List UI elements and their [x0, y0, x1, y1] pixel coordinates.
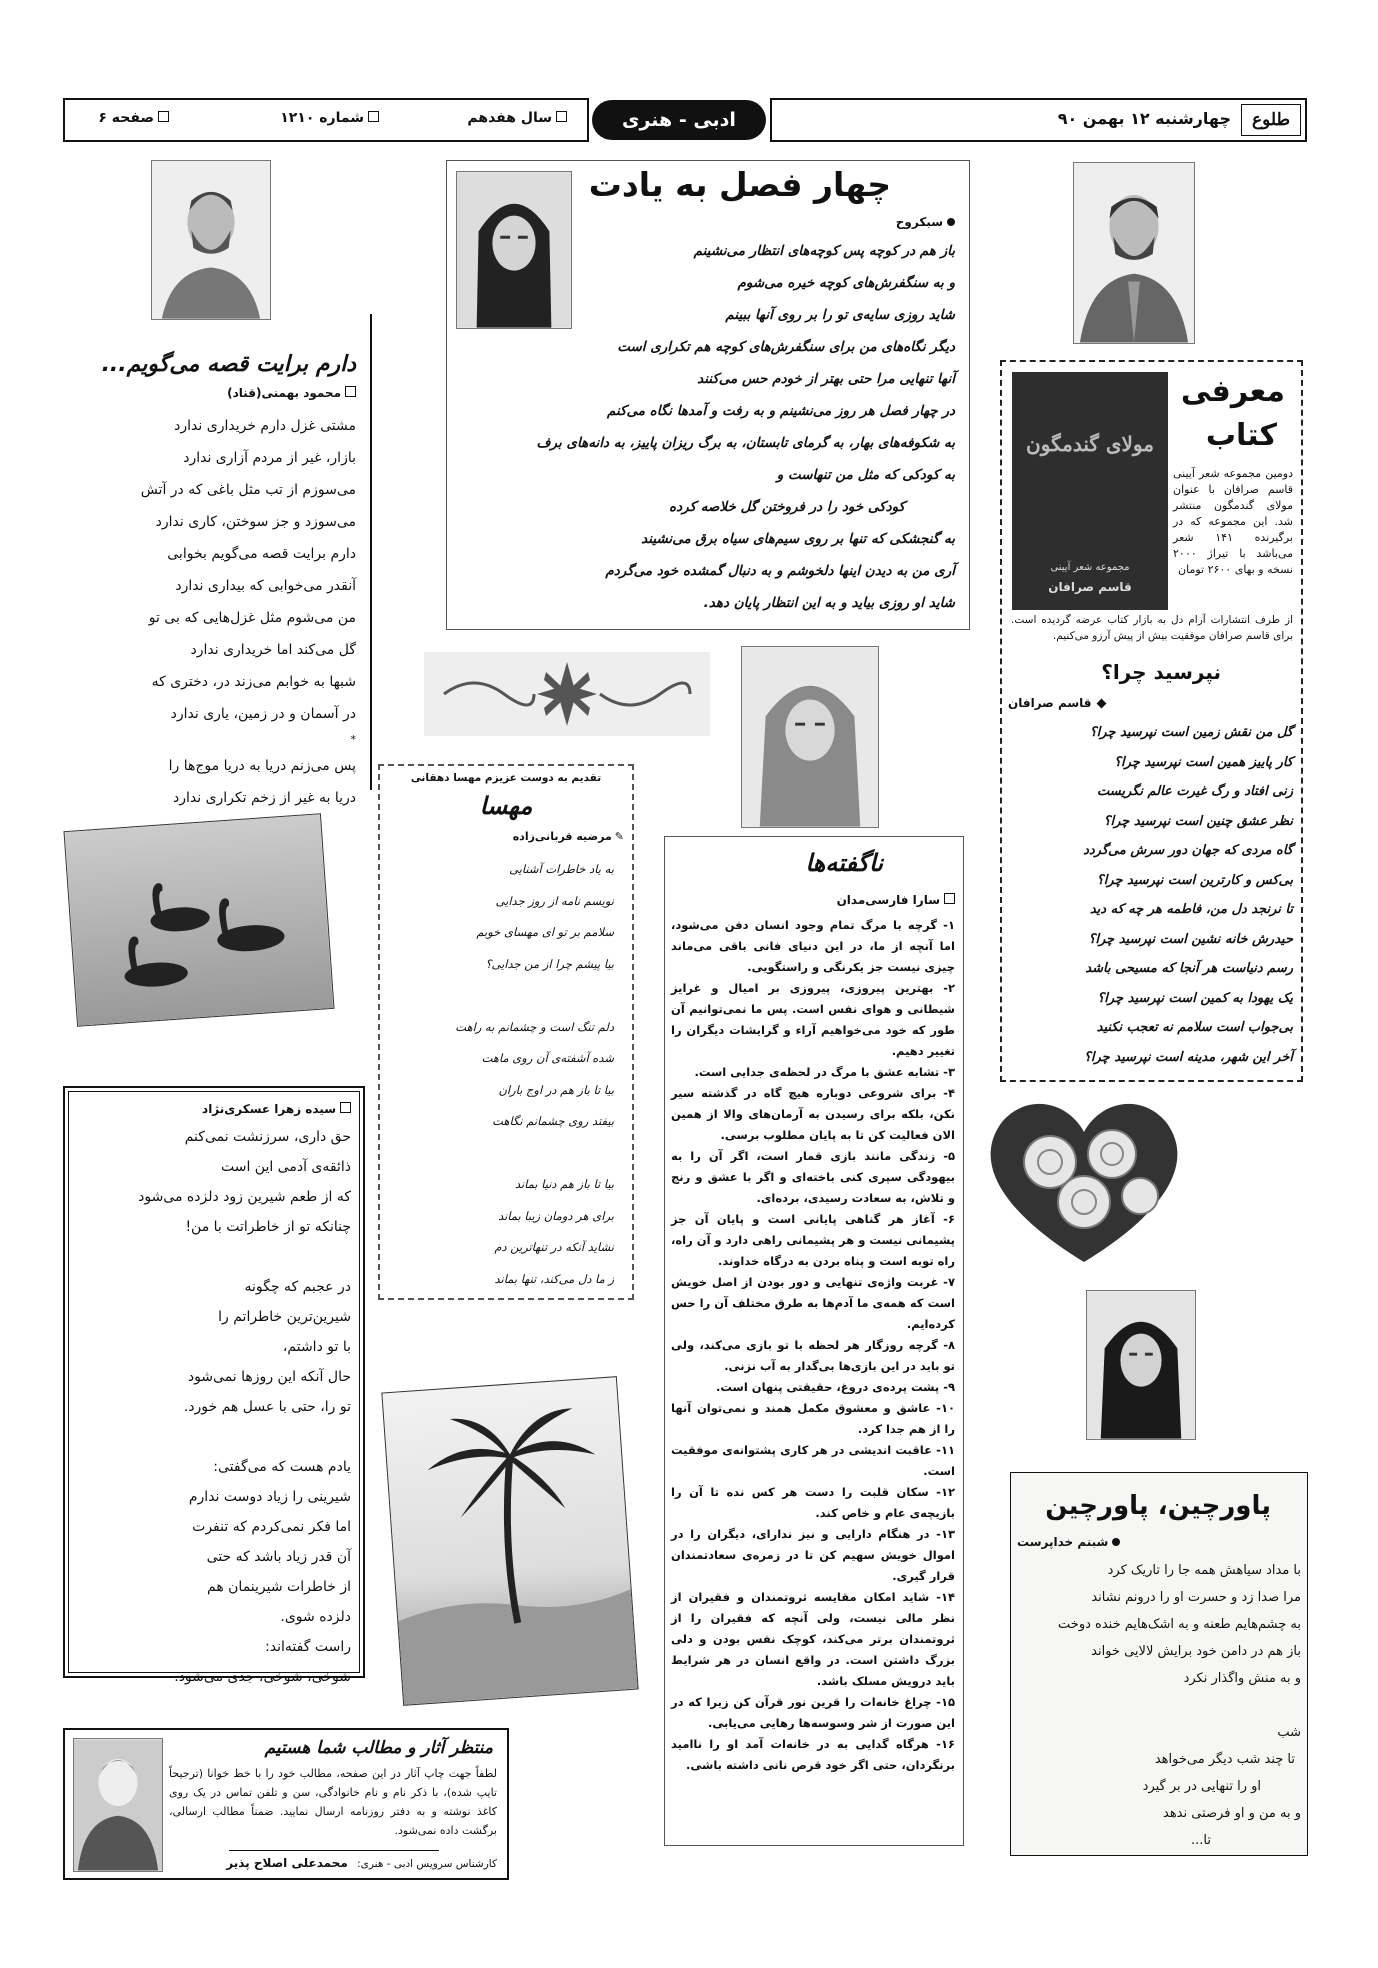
article-title: ناگفته‌ها	[805, 849, 883, 877]
poem-line: زنی افتاد و رگ غیرت عالم نگریست	[1097, 784, 1293, 799]
paragraph: ۱۳- در هنگام دارایی و نیز ندارای، دیگران را در اموال خویش سهیم کن تا در زمره‌ی سعادتمندان قرار گیری.	[671, 1527, 955, 1583]
article-body: لطفاً جهت چاپ آثار در این صفحه، مطالب خود را با خط خوانا (ترجیحاً تایپ شده)، با ذکر نام و نام خانوادگی، سن و تلفن تماس در یک روی کاغذ نوشته و به دفتر روزنامه ارسال نمایید. ضمناً مطالب ارسالی، برگشت داده نمی‌شود.	[169, 1767, 497, 1837]
section-title-2: کتاب	[1205, 418, 1277, 453]
paragraph: ۱۱- عاقبت اندیشی در هر کاری پشتوانه‌ی موفقیت است.	[671, 1443, 955, 1478]
author: سبکروح	[895, 215, 943, 229]
poem-line: می‌سوزد و جز سوختن، کاری ندارد	[155, 514, 356, 530]
paragraph: ۵- زندگی مانند بازی قمار است، اگر آن را به بیهودگی سپری کنی باخته‌ای و اگر با عشق و رنج و تلاش، به سعادت رسیدی، برده‌ای.	[671, 1149, 955, 1205]
poem-body	[394, 854, 614, 1295]
paragraph: ۱۲- سکان قلبت را دست هر کس نده تا آن را بازیچه‌ی عام و خاص کند.	[671, 1485, 955, 1520]
poem-line: دلم تنگ است و چشمانم به راهت	[455, 1019, 614, 1034]
poem-line: به یاد خاطرات آشنایی	[509, 862, 614, 876]
article-chahar-fasl	[446, 160, 970, 630]
book-cover-title: مولای گندمگون	[1026, 432, 1154, 456]
article-zahra	[63, 1086, 365, 1685]
floral-ornament-icon	[424, 652, 710, 736]
author: سیده زهرا عسکری‌نژاد	[202, 1102, 336, 1116]
poem-line: دریا به غیر از زخم تکراری ندارد	[172, 790, 356, 806]
poem-line: مرا صدا زد و حسرت او را درونم نشاند	[1091, 1590, 1301, 1605]
poem-body	[465, 235, 955, 619]
footer-label: کارشناس سرویس ادبی - هنری:	[357, 1858, 497, 1870]
byline	[837, 893, 955, 907]
poem-line: ز ما دل می‌کند، تنها بماند	[494, 1271, 614, 1286]
poem-line: آخر این شهر، مدینه است نپرسید چرا؟	[1084, 1049, 1293, 1065]
poem-line: مشتی غزل دارم خریداری ندارد	[174, 418, 356, 434]
article-title: دارم برایت قصه می‌گویم...	[101, 352, 356, 377]
diamond-bullet-icon	[1096, 699, 1106, 709]
author: قاسم صرافان	[1008, 696, 1092, 710]
header-issue-group	[280, 110, 379, 126]
poem-line: کودکی خود را در فروختن گل خلاصه کرده	[669, 499, 905, 515]
poem-title: مهسا	[479, 792, 533, 820]
article-montazer	[63, 1728, 509, 1880]
article-daram	[60, 314, 372, 806]
section-title-1: معرفی	[1180, 374, 1285, 409]
poem-line: به چشم‌هایم طعنه و به اشک‌هایم خنده دوخت	[1058, 1617, 1301, 1632]
article-nagofteha	[664, 836, 964, 1846]
checkbox-icon	[340, 1102, 351, 1113]
poem-line: می‌سوزم از تب مثل باغی که در آتش	[140, 482, 356, 498]
poem-line: با تو داشتم،	[282, 1339, 351, 1355]
poem-line: شیرین‌ترین خاطراتم را	[218, 1309, 351, 1325]
poem-line	[81, 1422, 351, 1452]
paragraph: ۶- آغاز هر گناهی پایانی است و پایان آن جز پشیمانی نیست و هر پشیمانی راهی دارد و آن راه، راه توبه است و پناه بردن به درگاه خداوند.	[671, 1212, 955, 1268]
square-bullet-icon	[158, 111, 169, 122]
author: مرضیه قربانی‌زاده	[512, 830, 612, 843]
poem-body	[72, 410, 356, 814]
portrait-photo-3	[1073, 162, 1195, 344]
dedication: تقدیم به دوست عزیزم مهسا دهقانی	[410, 772, 602, 784]
ornament-divider	[424, 652, 710, 736]
author: شبنم خداپرست	[1017, 1535, 1109, 1549]
book-cover-author: قاسم صرافان	[1048, 580, 1132, 594]
header-year: سال هفدهم	[467, 110, 552, 126]
poem-line: ذائقه‌ی آدمی این است	[220, 1159, 351, 1175]
poem-line: حال آنکه این روزها نمی‌شود	[187, 1369, 351, 1385]
poem-line	[1015, 1692, 1301, 1719]
poem-line: باز هم در کوچه پس کوچه‌های انتظار می‌نشینم	[693, 243, 955, 259]
poem-line: گل می‌کند اما خریداری ندارد	[190, 642, 356, 658]
book-cover-subtitle: مجموعه شعر آیینی	[1050, 562, 1130, 573]
footer-line	[226, 1856, 497, 1870]
poem-line: بی‌جواب است سلامم نه تعجب نکنید	[1096, 1020, 1293, 1035]
portrait-photo-5	[1086, 1290, 1196, 1440]
poem-line: سلامم بر تو ای مهسای خوبم	[476, 925, 614, 939]
poem-line: تا...	[1191, 1833, 1211, 1848]
article-body	[671, 915, 955, 1776]
section-title: ادبی - هنری	[622, 109, 736, 131]
palm-tree-photo	[381, 1376, 638, 1706]
portrait-photo-4	[741, 646, 879, 828]
poem-line: و به سنگفرش‌های کوچه خیره می‌شوم	[737, 275, 955, 291]
paragraph: ۲- بهترین پیروزی، پیروزی بر امیال و غرایز شیطانی و هوای نفس است. پس ما نمی‌توانیم آن طور که خود می‌خواهیم آراء و گرایشات دیگران را تغییر دهیم.	[671, 981, 955, 1058]
poem-line: از خاطرات شیرینمان هم	[207, 1579, 351, 1595]
poem-line: دیگر نگاه‌های من برای سنگفرش‌های کوچه هم تکراری است	[617, 339, 955, 355]
poem-line: تا نرنجد دل من، فاطمه هر چه که دید	[1089, 902, 1293, 917]
poem-line: یک یهودا به کمین است نپرسید چرا؟	[1097, 990, 1293, 1006]
article-mahsa	[378, 764, 634, 1300]
poem-line: و به منش واگذار نکرد	[1183, 1671, 1301, 1686]
poem-line: بیفتد روی چشمانم نگاهت	[492, 1114, 614, 1128]
byline	[1017, 1535, 1120, 1549]
poem-line: شبها به خوابم می‌زند در، دختری که	[151, 674, 356, 690]
bullet-dot-icon	[947, 218, 955, 226]
poem-line: بازار، غیر از مردم آزاری ندارد	[183, 450, 356, 466]
article-payorchin	[1010, 1472, 1308, 1856]
checkbox-icon	[345, 386, 356, 397]
poem-line: اما فکر نمی‌کردم که تنفرت	[192, 1519, 351, 1535]
header-page: صفحه ۶	[98, 110, 154, 126]
poem-line: چنانکه تو از خاطراتت با من!	[185, 1219, 351, 1235]
article-title: پاورچین، پاورچین	[1045, 1491, 1271, 1521]
header-left-box	[63, 98, 589, 142]
poem-line: شوخی، شوخی، جدی می‌شود.	[174, 1669, 351, 1685]
poem-line: حیدرش خانه نشین است نپرسید چرا؟	[1088, 931, 1293, 947]
editor-photo	[73, 1738, 163, 1872]
poem-line: در چهار فصل هر روز می‌نشینم و به رفت و آمدها نگاه می‌کنم	[607, 403, 955, 419]
poem-line: با مداد سیاهش همه جا را تاریک کرد	[1107, 1563, 1301, 1578]
poem-line: او را تنهایی در بر گیرد	[1142, 1779, 1261, 1794]
article-title: منتظر آثار و مطالب شما هستیم	[264, 1738, 493, 1758]
poem-line: در عجبم که چگونه	[244, 1279, 351, 1295]
paragraph: ۳- تشابه عشق با مرگ در لحظه‌ی جدایی است.	[694, 1065, 955, 1079]
paragraph: ۱۶- هرگاه گدایی به در خانه‌ات آمد او را ناامید برنگردان، حتی اگر خود قرص نانی داشته باشی.	[671, 1737, 955, 1772]
paragraph: ۱۵- چراغ خانه‌ات را قرین نور قرآن کن زیرا که در این صورت از شر وسوسه‌ها رهایی می‌یابی.	[671, 1695, 955, 1730]
square-bullet-icon	[556, 111, 567, 122]
poem-line	[81, 1242, 351, 1272]
poem-body	[1015, 1557, 1301, 1854]
poem-line: در آسمان و در زمین، یاری ندارد	[170, 706, 356, 722]
poem-line: آنها تنهایی مرا حتی بهتر از خودم حس می‌کنند	[697, 371, 955, 387]
poem-line: نشاید آنکه در تنهاترین دم	[494, 1240, 614, 1254]
poem-line: گل من نقش زمین است نپرسید چرا؟	[1089, 725, 1293, 740]
section-badge	[592, 100, 766, 140]
poem-line: شده آشفته‌ی آن روی ماهت	[481, 1051, 614, 1065]
poem-line: راست گفته‌اند:	[265, 1639, 351, 1655]
poem-body	[1007, 718, 1293, 1072]
poem-line	[394, 980, 614, 1012]
poem-line: بیا پیشم چرا از من جدایی؟	[485, 956, 614, 971]
poem-line: بی‌کس و کارترین است نپرسید چرا؟	[1096, 872, 1293, 888]
byline	[227, 386, 356, 400]
paragraph: ۷- غربت واژه‌ی تنهایی و دور بودن از اصل خویش است که همه‌ی ما آدم‌ها به طرق مختلف آن را حس کرده‌ایم.	[671, 1275, 955, 1331]
portrait-photo-1	[151, 160, 271, 320]
poem-line: بیا تا باز هم در اوج باران	[498, 1082, 614, 1097]
article-title: چهار فصل به یادت	[588, 165, 891, 204]
header-year-group	[467, 110, 567, 126]
poem-line: برای هر دومان زیبا بماند	[498, 1208, 614, 1223]
footer-name: محمدعلی اصلاح پذیر	[226, 1856, 348, 1870]
poem-line: باز هم در دامن خود برایش لالایی خواند	[1091, 1644, 1301, 1659]
paragraph: ۴- برای شروعی دوباره هیچ گاه در گذشته سیر نکن، بلکه برای رسیدن به آرمان‌های والا از همین الان فعالیت کن تا به پایان مطلوب برسی.	[671, 1086, 955, 1142]
poem-line: به کودکی که مثل من تنهاست و	[776, 467, 955, 483]
author: سارا فارسی‌مدان	[836, 893, 940, 907]
newspaper-logo: طلوع	[1241, 104, 1301, 136]
poem-line: پس می‌زنم دریا به دریا موج‌ها را	[168, 758, 356, 774]
paragraph: ۱۴- شاید امکان مقایسه ثروتمندان و فقیران از نظر مالی نیست، ولی آنچه که فقیران را از ثروتمندان برتر می‌کند، کوچک نفس بودن و دلی بزرگ داشتن است. در واقع انسان در هر شرایط باید درویش مسلک باشد.	[671, 1590, 955, 1688]
poem-line: نظر عشق چنین است نپرسید چرا؟	[1103, 813, 1293, 829]
paragraph: ۸- گرچه روزگار هر لحظه با تو بازی می‌کند، ولی تو باید در این بازی‌ها بی‌گدار به آب نزنی.	[671, 1338, 955, 1373]
swans-photo	[63, 813, 334, 1027]
poem-line: بیا تا باز هم دنیا بماند	[514, 1177, 614, 1191]
poem-line: شاید روزی سایه‌ی تو را بر روی آنها ببینم	[725, 307, 955, 323]
byline	[513, 830, 624, 843]
poem-line: گاه مردی که جهان دور سرش می‌گردد	[1083, 843, 1293, 858]
book-release-note: از طرف انتشارات آرام دل به بازار کتاب عرضه گردیده است. برای قاسم صرافان موفقیت بیش از پیش آرزو می‌کنیم.	[1011, 614, 1293, 642]
bullet-dot-icon	[1112, 1538, 1120, 1546]
byline	[202, 1102, 351, 1116]
paragraph: ۱۰- عاشق و معشوق مکمل همند و نمی‌توان آنها را از هم جدا کرد.	[671, 1401, 955, 1436]
author: محمود بهمنی(قناد)	[227, 386, 341, 400]
square-bullet-icon	[368, 111, 379, 122]
article-moarefi-ketab	[1000, 360, 1303, 1082]
roses-heart-image	[972, 1092, 1196, 1268]
book-cover	[1012, 372, 1168, 610]
poem-title: نپرسید چرا؟	[1101, 660, 1221, 684]
poem-line: تو را، حتی با عسل هم خورد.	[183, 1399, 351, 1415]
pen-icon: ✎	[614, 830, 624, 843]
poem-line: شیرینی را زیاد دوست ندارم	[188, 1489, 351, 1505]
poem-line: حق داری، سرزنشت نمی‌کنم	[184, 1129, 351, 1145]
paragraph: ۹- پشت پرده‌ی دروغ، حقیقتی پنهان است.	[715, 1380, 955, 1394]
poem-line: آری من به دیدن اینها دلخوشم و به دنبال گمشده خود می‌گردم	[605, 563, 955, 579]
poem-line	[394, 1138, 614, 1170]
poem-line: شب	[1277, 1725, 1301, 1740]
poem-line: دلزده شوی.	[280, 1609, 351, 1625]
poem-line: من می‌شوم مثل غزل‌هایی که بی تو	[148, 610, 356, 626]
poem-line: به گنجشکی که تنها بر روی سیم‌های سیاه برق می‌نشیند	[641, 531, 955, 547]
header-issue: شماره ۱۲۱۰	[280, 110, 364, 126]
poem-line: دارم برایت قصه می‌گویم بخوابی	[167, 546, 356, 562]
book-description: دومین مجموعه شعر آیینی قاسم صرافان با عنوان مولای گندمگون منتشر شد. این مجموعه که در برگیرنده ۱۴۱ شعر می‌باشد با تیراژ ۲۰۰۰ نسخه و بهای ۲۶۰۰ تومان	[1173, 467, 1293, 576]
poem-line: و به من و او فرصتی ندهد	[1163, 1806, 1301, 1821]
poem-line: کار پاییز همین است نپرسید چرا؟	[1114, 754, 1293, 770]
poem-line: که از طعم شیرین زود دلزده می‌شود	[138, 1189, 351, 1205]
byline	[896, 215, 955, 229]
poem-line: یادم هست که می‌گفتی:	[213, 1459, 351, 1475]
header-right-box	[770, 98, 1307, 142]
divider-ornament	[229, 1850, 439, 1851]
poem-separator: *	[350, 733, 356, 746]
paragraph: ۱- گرچه با مرگ تمام وجود انسان دفن می‌شود، اما آنچه از ما، در این دنیای فانی باقی می‌ماند چیزی نیست جز یکرنگی و راستگویی.	[671, 918, 955, 974]
checkbox-icon	[944, 893, 955, 904]
poem-line: آن قدر زیاد باشد که حتی	[206, 1549, 351, 1565]
poem-line: تا چند شب دیگر می‌خواهد	[1154, 1752, 1295, 1767]
byline-nemiporsid	[1008, 696, 1105, 710]
header-date: چهارشنبه ۱۲ بهمن ۹۰	[1057, 109, 1231, 128]
poem-body	[81, 1122, 351, 1692]
poem-line: نویسم نامه از روز جدایی	[495, 893, 614, 908]
header-page-group	[98, 110, 169, 126]
poem-line: شاید او روزی بیاید و به این انتظار پایان دهد.	[703, 595, 955, 611]
poem-line: به شکوفه‌های بهار، به گرمای تابستان، به برگ ریزان پاییز، به دانه‌های برف	[536, 435, 955, 451]
poem-line: رسم دنیاست هر آنجا که مسیحی باشد	[1085, 961, 1293, 976]
poem-line: آنقدر می‌خوابی که بیداری ندارد	[175, 578, 356, 594]
